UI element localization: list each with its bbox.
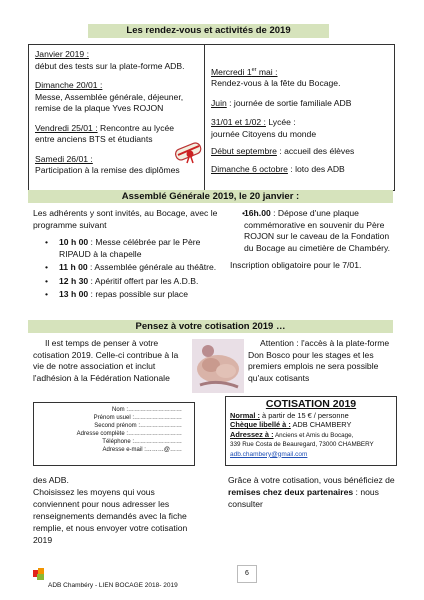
hands-photo xyxy=(192,339,244,393)
event-lycee-head: 31/01 et 1/02 : Lycée : xyxy=(211,117,296,128)
event-sam26-body: Participation à la remise des diplômes xyxy=(35,165,180,175)
event-dim20-body: Messe, Assemblée générale, déjeuner, remise de la plaque Yves ROJON xyxy=(35,91,184,113)
cotisation-box xyxy=(225,396,397,466)
form-nom-row[interactable]: Nom :……………………… xyxy=(111,407,182,413)
form-prenom-row[interactable]: Prénom usuel :…………………… xyxy=(93,415,182,421)
event-ven25-head: Vendredi 25/01 : xyxy=(35,122,98,133)
event-sept: Début septembre : accueil des élèves xyxy=(211,146,355,157)
events-box xyxy=(28,44,395,191)
form-email-row[interactable]: Adresse e-mail :………@…… xyxy=(102,447,182,453)
form-adresse-row[interactable]: Adresse complète :……………………… xyxy=(76,431,182,437)
adb-logo-icon xyxy=(33,568,45,580)
program-item: • 12 h 30 : Apéritif offert par les A.D.B. xyxy=(33,276,218,288)
event-mai-head: Mercredi 1er mai : xyxy=(211,66,278,77)
footer-text: ADB Chambéry - LIEN BOCAGE 2018- 2019 xyxy=(48,582,178,589)
section3-title: Pensez à votre cotisation 2019 … xyxy=(28,320,393,333)
form-second-prenom-row[interactable]: Second prénom :………………… xyxy=(94,423,182,429)
event-sam26-head: Samedi 26/01 : xyxy=(35,153,93,164)
event-lycee-body: journée Citoyens du monde xyxy=(211,128,317,139)
event-dim20-head: Dimanche 20/01 : xyxy=(35,80,103,90)
cotisation-email-link[interactable]: adb.chambery@gmail.com xyxy=(230,450,308,458)
cotisation-normal: Normal : à partir de 15 € / personne xyxy=(230,411,349,420)
cotisation-title: COTISATION 2019 xyxy=(265,398,357,410)
diploma-scroll-icon xyxy=(172,139,206,165)
agenda-intro: Les adhérents y sont invités, au Bocage, avec le programme suivant xyxy=(33,208,218,230)
event-jan-body: début des tests sur la plate-forme ADB. xyxy=(35,60,185,71)
page-number: 6 xyxy=(237,565,257,583)
membership-form-box xyxy=(33,402,195,466)
agenda-program-list xyxy=(33,237,218,301)
section2-title: Assemblé Générale 2019, le 20 janvier : xyxy=(28,190,393,203)
agenda-note: Inscription obligatoire pour le 7/01. xyxy=(230,260,362,270)
bottom-left-text: des ADB. Choisissez les moyens qui vous conviennent pour nous adresser les renseignements demandés avec la fiche remplie, et nous envoyer votre cotisation 2019 xyxy=(33,475,188,545)
cotisation-address-line2: 339 Rue Costa de Beauregard, 73000 CHAMBERY xyxy=(230,441,374,449)
agenda-left xyxy=(33,208,218,303)
program-item: • 10 h 00 : Messe célébrée par le Père RIPAUD à la chapelle xyxy=(33,237,218,260)
program-item: • 13 h 00 : repas possible sur place xyxy=(33,289,218,301)
events-divider xyxy=(204,45,205,190)
event-juin: Juin : journée de sortie familiale ADB xyxy=(211,97,352,108)
cotisation-cheque: Chèque libellé à : ADB CHAMBERY xyxy=(230,420,352,430)
event-ven25-body: Rencontre au lycée entre anciens BTS et étudiants xyxy=(35,122,175,144)
cotisation-right-text: Attention : l'accès à la plate-forme Don Bosco pour les stages et les premiers emplois ne sera possible qu'aux cotisants xyxy=(248,338,390,383)
event-mai-body: Rendez-vous à la fête du Bocage. xyxy=(211,78,341,89)
section1-title: Les rendez-vous et activités de 2019 xyxy=(88,24,329,38)
cotisation-left-text: Il est temps de penser à votre cotisation 2019. Celle-ci contribue à la vie de notre association et inclut l'adhésion à la Fédération Nationale xyxy=(33,338,179,383)
agenda-program-list-2 xyxy=(230,208,398,254)
form-telephone-row[interactable]: Téléphone :…………………… xyxy=(102,439,182,445)
bottom-right-text: Grâce à votre cotisation, vous bénéficiez de remises chez deux partenaires : nous consulter xyxy=(228,475,395,509)
event-jan-head: Janvier 2019 : xyxy=(35,49,89,59)
cotisation-address: Adressez à : Anciens et Amis du Bocage, xyxy=(230,429,354,439)
program-item: • 16h.00 : Dépose d'une plaque commémorative en souvenir du Père ROJON sur le caveau de la Fondation du Bocage au cimetière de Chambéry. xyxy=(230,208,398,254)
event-oct: Dimanche 6 octobre : loto des ADB xyxy=(211,163,345,174)
event-ven25 xyxy=(35,123,175,146)
agenda-right xyxy=(230,208,398,272)
events-right-column xyxy=(211,65,391,175)
program-item: • 11 h 00 : Assemblée générale au théâtre. xyxy=(33,262,218,274)
